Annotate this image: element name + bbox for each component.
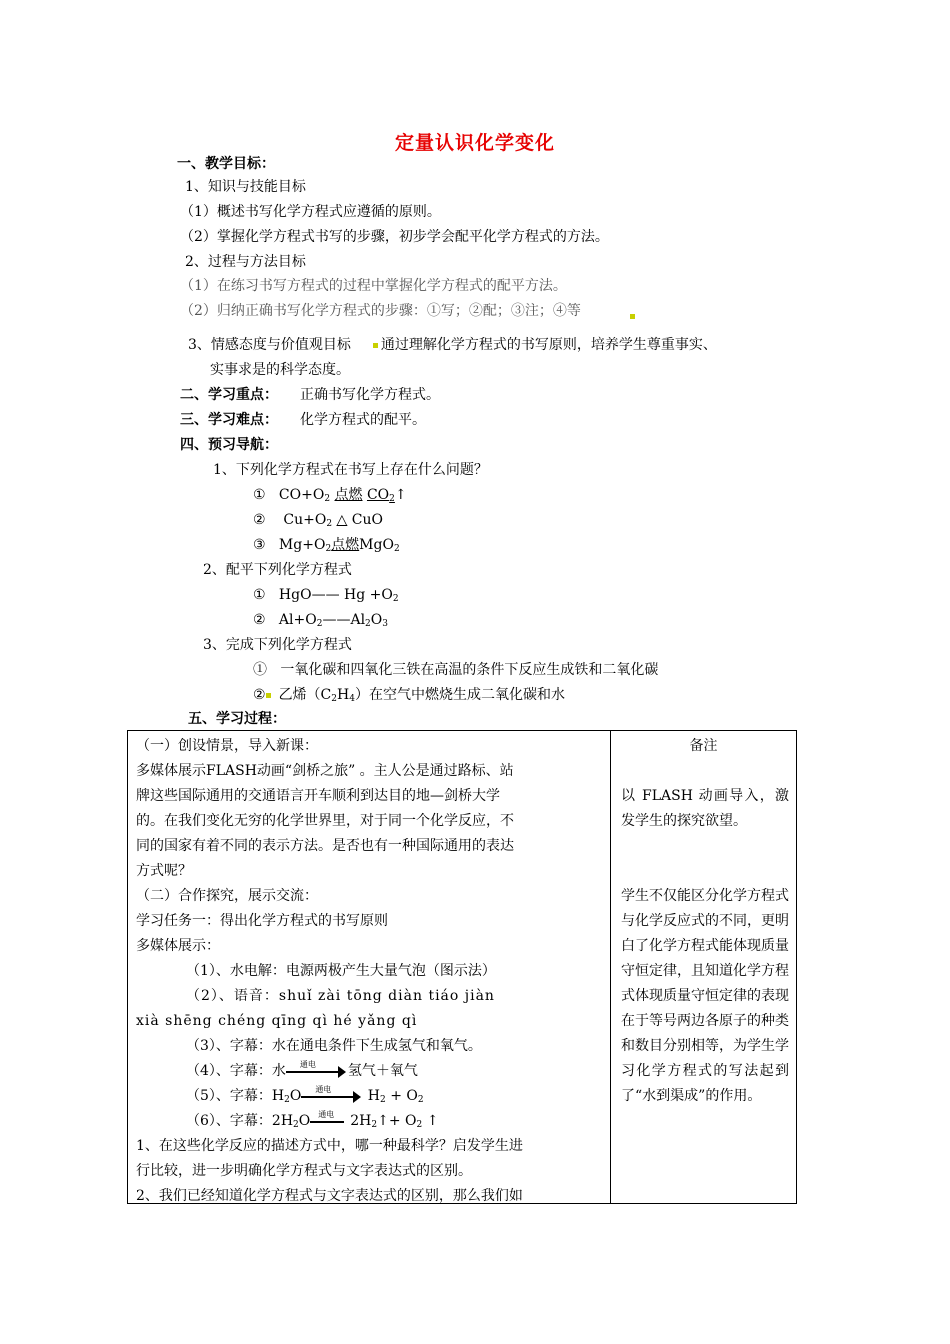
table-line: 牌这些国际通用的交通语言开车顺利到达目的地—剑桥大学 (136, 788, 500, 804)
emotion-goal-line-2: 实事求是的科学态度。 (210, 362, 350, 378)
section-2: 二、学习重点： 正确书写化学方程式。 (180, 387, 440, 403)
preview-question-3: 3、完成下列化学方程式 (203, 637, 352, 653)
equation-2-2: ② $Al+O_2——Al_2O_3$ (253, 612, 388, 629)
notes-cell (611, 731, 797, 1204)
note-1: 以 FLASH 动画导入，激发学生的探究欲望。 (621, 788, 789, 829)
media-item-5: （5）、字幕：$H_2O$ 通电 $H_2 + O_2$ (186, 1085, 424, 1105)
process-table (127, 730, 797, 1204)
table-line: 2、我们已经知道化学方程式与文字表达式的区别，那么我们如 (136, 1188, 523, 1203)
table-line: （二）合作探究，展示交流： (136, 888, 318, 904)
equation-1-3: ③ $Mg+O_2$点燃MgO$_2$ (253, 537, 400, 554)
process-goal-title: 2、过程与方法目标 (185, 254, 306, 270)
table-line: （一）创设情景，导入新课： (136, 738, 318, 754)
note-2: 学生不仅能区分化学方程式与化学反应式的不同，更明白了化学方程式能体现质量守恒定律，且知道化学方程式体现质量守恒定律的表现在于等号两边各原子的种类和数目分别相等，为学生学习化学方程式的写法起到了“水到渠成”的作用。 (621, 888, 789, 1104)
equation-2-1: ① HgO—— $Hg +O_2$ (253, 587, 399, 604)
section-4-heading: 四、预习导航： (180, 437, 278, 453)
equation-1-2: ② $Cu+O_2$ △ CuO (253, 512, 383, 529)
section-1-heading: 一、教学目标： (177, 156, 275, 172)
media-item-1: （1）、水电解：电源两极产生大量气泡（图示法） (186, 963, 496, 979)
media-item-2: （2）、语音：shuǐ zài tōng diàn tiáo jiàn (186, 988, 495, 1004)
preview-question-1: 1、下列化学方程式在书写上存在什么问题？ (213, 462, 488, 478)
knowledge-goal-2: （2）掌握化学方程式书写的步骤，初步学会配平化学方程式的方法。 (180, 229, 609, 245)
knowledge-goal-title: 1、知识与技能目标 (185, 179, 306, 195)
equation-1-1: ① $CO+O_2$ 点燃 $CO_2↑$ (253, 487, 407, 504)
process-goal-2: （2）归纳正确书写化学方程式的步骤：①写；②配；③注；④等 (180, 301, 581, 321)
media-item-2-cont: xià shēng chéng qīng qì hé yǎng qì (136, 1013, 418, 1029)
table-line: 方式呢？ (136, 863, 192, 879)
section-3: 三、学习难点： 化学方程式的配平。 (180, 412, 426, 428)
emotion-goal-line: 3、情感态度与价值观目标 通过理解化学方程式的书写原则，培养学生尊重事实、 (188, 337, 717, 353)
table-line: 多媒体展示： (136, 938, 220, 954)
page-title: 定量认识化学变化 (394, 132, 555, 154)
knowledge-goal-1: （1）概述书写化学方程式应遵循的原则。 (180, 204, 441, 220)
process-cell (128, 731, 611, 1204)
table-line: 学习任务一：得出化学方程式的书写原则 (136, 913, 388, 929)
notes-header: 备注 (689, 738, 718, 754)
media-item-6: （6）、字幕：$2H_2O$ 通电 $2H_2↑+ O_2$ ↑ (186, 1110, 439, 1130)
table-line: 的。在我们变化无穷的化学世界里，对于同一个化学反应，不 (136, 813, 514, 829)
media-item-3: （3）、字幕：水在通电条件下生成氢气和氧气。 (186, 1038, 482, 1054)
equation-3-1: ① 一氧化碳和四氧化三铁在高温的条件下反应生成铁和二氧化碳 (253, 662, 659, 678)
process-goal-1: （1）在练习书写方程式的过程中掌握化学方程式的配平方法。 (180, 278, 567, 294)
media-item-4: （4）、字幕：水 通电 氢气＋氧气 (186, 1060, 418, 1079)
table-line: 1、在这些化学反应的描述方式中，哪一种最科学？启发学生进 (136, 1138, 523, 1154)
preview-question-2: 2、配平下列化学方程式 (203, 562, 352, 578)
table-line: 多媒体展示FLASH动画“剑桥之旅” 。主人公是通过路标、站 (136, 763, 514, 779)
table-line: 行比较，进一步明确化学方程式与文字表达式的区别。 (136, 1163, 472, 1179)
table-line: 同的国家有着不同的表示方法。是否也有一种国际通用的表达 (136, 838, 514, 854)
equation-3-2: ② 乙烯$(C_2H_4)$在空气中燃烧生成二氧化碳和水 (253, 687, 565, 704)
section-5-heading: 五、学习过程： (188, 711, 286, 727)
